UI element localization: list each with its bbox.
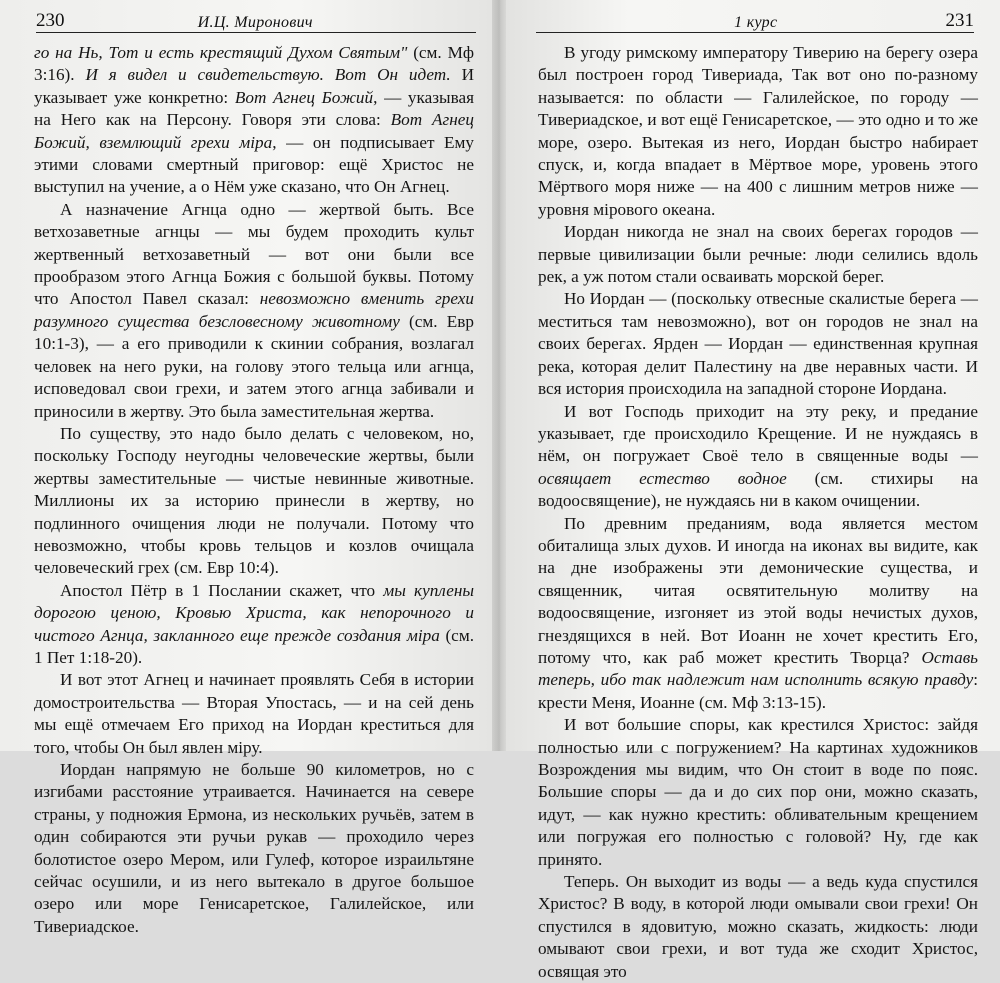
paragraph [538,513,978,715]
text-run: По существу, это надо было делать с человеком, но, поскольку Господу неугодны человеческие жертвы, были жертвы заместительные — чистые невинные животные. Миллионы их за историю принесли в жертву, но подлинного очищения люди не получали. Потому что невозможно, чтобы кровь тельцов и козлов очищала человеческий грех (см. Евр 10:4). [34,423,474,578]
italic-quote: освящает естество водное [538,468,787,488]
italic-quote: Вот Агнец Божий [234,87,374,107]
text-run: Иордан никогда не знал на своих берегах городов — первые цивилизации были речные: люди селились вдоль рек, а уж потом стали осваивать морской берег. [538,222,978,287]
paragraph [538,401,978,513]
italic-quote: Вот Агнец Божий, вземлющий грехи міра [34,110,474,152]
right-running-head [536,8,974,33]
right-page-number: 231 [945,10,974,31]
text-run: , — он подписывает Ему этими словами смертный приговор: ещё Христос не выступил на учение, а о Нём уже сказано, что Он Агнец. [34,132,474,197]
text-run: И вот большие споры, как крестился Христос: зайдя полностью или с погружением? На картинах художников Возрождения мы видим, что Он стоит в воде по пояс. Большие споры — да и до сих пор они, можно сказать, идут, — как нужно крестить: обливательным крещением или погружая его полностью с головой? Ну, где как принято. [538,715,978,869]
text-run: И вот Господь приходит на эту реку, и предание указывает, где происходило Крещение. И не нуждаясь в нём, он погружает Своё тело в священные воды — [538,401,978,466]
right-page [506,0,1000,981]
left-running-title: И.Ц. Миронович [197,14,313,31]
paragraph [538,221,978,288]
paragraph [34,669,474,759]
text-run: А назначение Агнца одно — жертвой быть. Все ветхозаветные агнцы — мы будем проходить культ жертвенный ветхозаветный — вот они были все прообразом этого Агнца Божия с большой буквы. Потому что Апостол Павел сказал: [34,199,474,309]
text-run: В угоду римскому императору Тиверию на берегу озера был построен город Тивериада, Так вот оно по-разному называется: по области — Галилейское, по городу — Тивериадское, и вот ещё Генисаретское, — это одно и то же море, озеро. Вытекая из него, Иордан быстро набирает спуск, и, когда впадает в Мёртвое море, уровень этого Мёртвого моря ниже — на 400 с лишним метров ниже — уровня мірового океана. [538,43,978,219]
text-run: , — указывая на Него как на Персону. Говоря эти слова: [34,87,475,130]
right-page-text [538,42,978,983]
text-run: И указывает уже конкретно: [34,65,474,107]
text-run: По древним преданиям, вода является местом обиталища злых духов. И иногда на иконах вы видите, как на дне изображены эти демонические существа, и священник, читая освятительную молитву на водоосвящение, изгоняет из этой воды нечистых духов, гнездящихся в ней. Вот Иоанн не хочет крестить Его, потому что, как раб может крестить Творца? [538,513,978,667]
paragraph [34,759,474,938]
left-page [0,0,494,936]
text-run: Теперь. Он выходит из воды — а ведь куда спустился Христос? В воду, в которой люди омывали свои грехи! Он спустился в ядовитую, можно сказать, жидкость: люди омывают свои грехи, и вот туда же сходит Христос, освящая это [538,872,978,981]
left-page-number: 230 [36,10,65,31]
text-run: : крести Меня, Иоанне (см. Мф 3:13-15). [538,670,978,712]
paragraph [538,714,978,871]
italic-quote: невозможно вменить грехи разумного существа безсловесному животному [34,289,474,331]
right-running-title: 1 курс [734,14,778,31]
text-run: Иордан напрямую не больше 90 километров, но с изгибами расстояние утраивается. Начинается на севере страны, у подножия Ермона, из нескольких ручьёв, затем в один собираются эти ручьи рукав — проходило через болотистое озеро Мером, или Гулеф, которое израильтяне сейчас осушили, и из него вытекало в другое большое озеро или море Генисаретское, Галилейское, или Тивериадское. [34,760,474,936]
paragraph [538,42,978,221]
text-run: (см. 1 Пет 1:18-20). [34,625,474,667]
paragraph [34,199,474,423]
text-run: (см. стихиры на водоосвящение), не нуждаясь ни в каком очищении. [538,468,979,511]
italic-quote: Оставь теперь, ибо так надлежит нам исполнить всякую правду [538,647,978,690]
text-run: (см. Евр 10:1-3), — а его приводили к скинии собрания, возлагал человек на него руки, на голову этого тельца или агнца, исповедовал свои грехи, и затем этого агнца забивали и приносили в жертву. Это была заместительная жертва. [34,311,474,421]
italic-quote: И я видел и свидетельствую. Вот Он идет. [85,65,451,85]
paragraph [34,423,474,580]
italic-quote: го на Нь, Тот и есть крестящий Духом Святым" [34,43,408,62]
text-run: (см. Мф 3:16). [34,43,475,85]
left-page-text [34,42,474,938]
text-run: Апостол Пётр в 1 Послании скажет, что [60,580,384,600]
text-run: И вот этот Агнец и начинает проявлять Себя в истории домостроительства — Вторая Упостась, — и на сей день мы ещё отмечаем Его приход на Иордан креститься для того, чтобы Он был явлен міру. [34,670,474,757]
italic-quote: мы куплены дорогою ценою, Кровью Христа, как непорочного и чистого Агнца, закланного еще прежде создания міра [34,580,475,645]
paragraph [34,42,474,199]
paragraph [538,288,978,400]
text-run: Но Иордан — (поскольку отвесные скалистые берега — меститься там невозможно), вот он городов не знал на своих берегах. Ярден — Иордан — единственная крупная река, которая делит Палестину на две неравных части. И вся история происходила на западной стороне Иордана. [538,289,978,399]
left-running-head [36,8,476,33]
paragraph [538,871,978,983]
paragraph [34,580,474,670]
